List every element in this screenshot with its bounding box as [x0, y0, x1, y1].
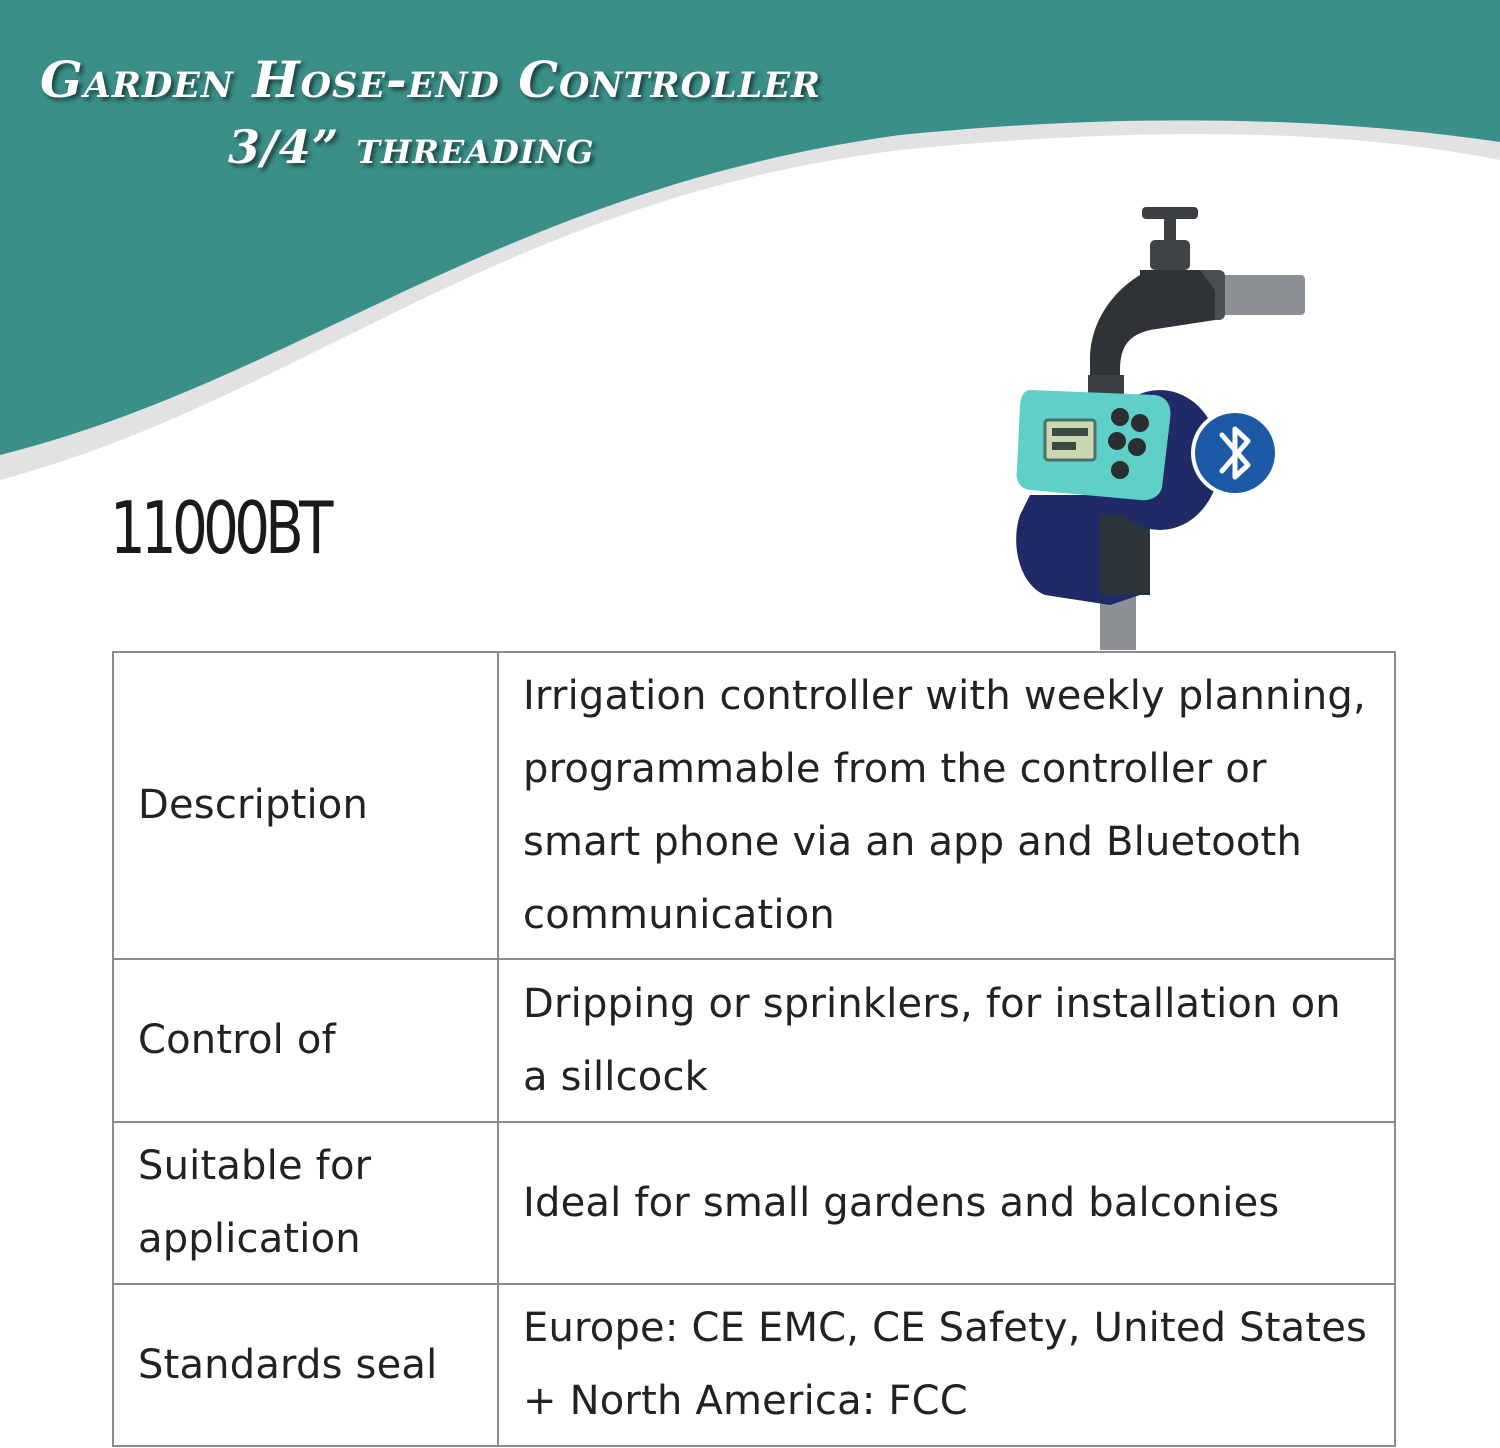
title-line-1: Garden Hose-end Controller: [40, 50, 822, 109]
model-number: 11000BT: [110, 486, 329, 570]
table-row: [113, 1284, 1395, 1446]
spec-value: Dripping or sprinklers, for installation on a sillcock: [498, 959, 1395, 1122]
spec-label: Control of: [113, 959, 498, 1122]
title-line-2: 3/4” threading: [228, 120, 595, 174]
spec-label: Suitable for application: [113, 1122, 498, 1284]
spec-label: Description: [113, 652, 498, 959]
table-row: [113, 959, 1395, 1122]
table-row: [113, 1122, 1395, 1284]
table-row: [113, 652, 1395, 959]
spec-value: Ideal for small gardens and balconies: [498, 1122, 1395, 1284]
specs-table: [112, 651, 1396, 1447]
hose-timer-on-faucet-icon: [990, 195, 1310, 650]
spec-label: Standards seal: [113, 1284, 498, 1446]
spec-value: Irrigation controller with weekly planning, programmable from the controller or smart phone via an app and Bluetooth communication: [498, 652, 1395, 959]
bluetooth-icon: [1191, 409, 1279, 497]
spec-value: Europe: CE EMC, CE Safety, United States + North America: FCC: [498, 1284, 1395, 1446]
